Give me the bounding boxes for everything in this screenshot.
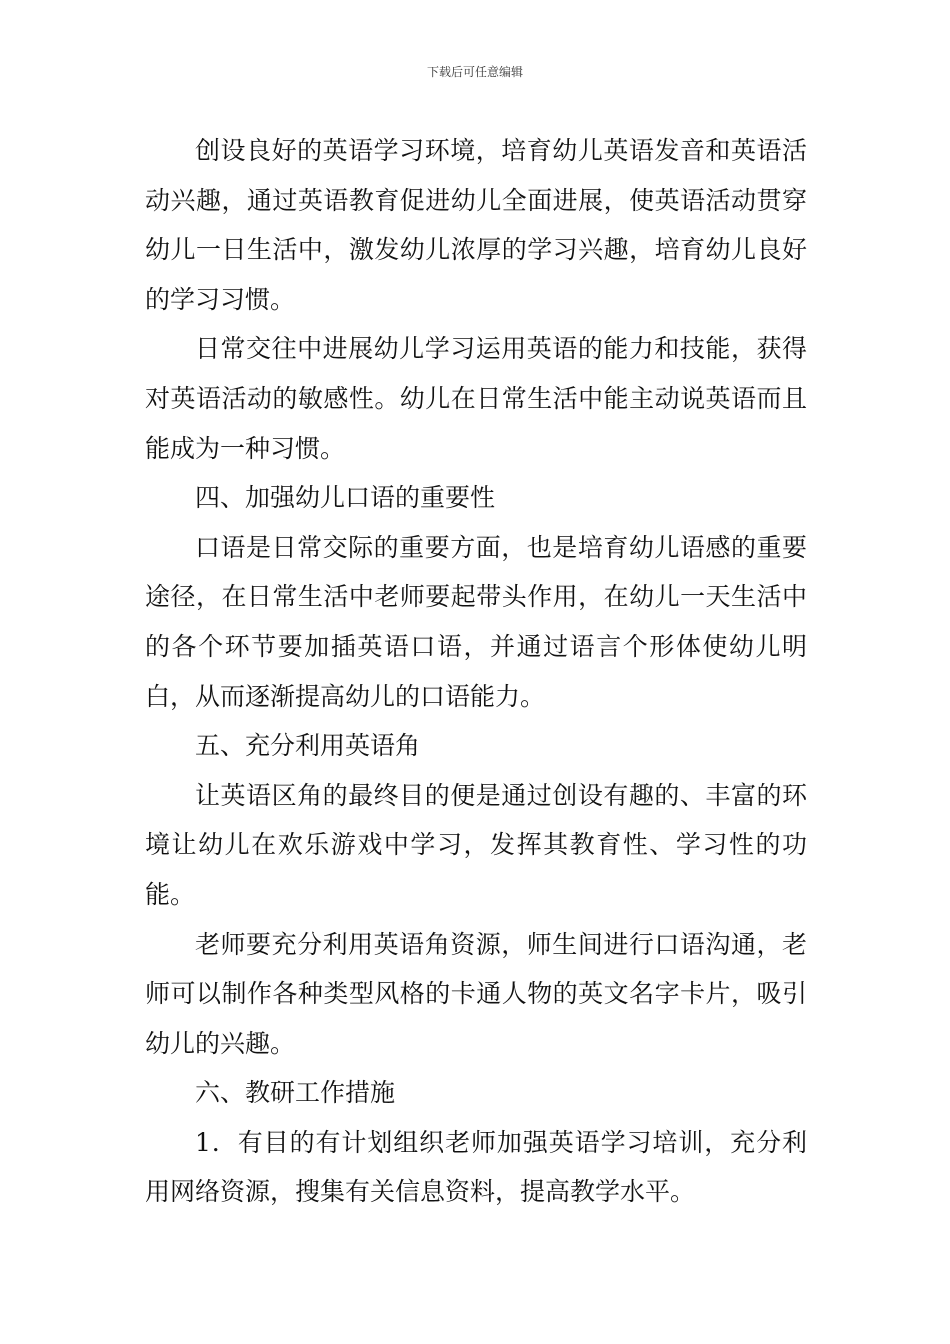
paragraph-english-environment: 创设良好的英语学习环境，培育幼儿英语发音和英语活动兴趣，通过英语教育促进幼儿全面进展，使英语活动贯穿幼儿一日生活中，激发幼儿浓厚的学习兴趣，培育幼儿良好的学习习惯。 (145, 136, 807, 314)
paragraph-oral-english: 口语是日常交际的重要方面，也是培育幼儿语感的重要途径，在日常生活中老师要起带头作用，在幼儿一天生活中的各个环节要加插英语口语，并通过语言个形体使幼儿明白，从而逐渐提高幼儿的口语能力。 (145, 532, 807, 711)
section-heading-english-corner: 五、充分利用英语角 (195, 731, 421, 761)
section-heading-oral-english: 四、加强幼儿口语的重要性 (195, 483, 496, 513)
section-heading-teaching-research: 六、教研工作措施 (195, 1078, 396, 1108)
page-header: 下载后可任意编辑 (426, 65, 523, 79)
paragraph-english-corner-resources: 老师要充分利用英语角资源，师生间进行口语沟通，老师可以制作各种类型风格的卡通人物的英文名字卡片，吸引幼儿的兴趣。 (145, 929, 807, 1058)
paragraph-english-corner-goal: 让英语区角的最终目的便是通过创设有趣的、丰富的环境让幼儿在欢乐游戏中学习，发挥其教育性、学习性的功能。 (145, 780, 807, 909)
paragraph-daily-communication: 日常交往中进展幼儿学习运用英语的能力和技能，获得对英语活动的敏感性。幼儿在日常生活中能主动说英语而且能成为一种习惯。 (145, 334, 807, 463)
paragraph-teaching-research-item-1: 1．有目的有计划组织老师加强英语学习培训，充分利用网络资源，搜集有关信息资料，提高教学水平。 (145, 1127, 807, 1207)
document-body (145, 126, 807, 1217)
